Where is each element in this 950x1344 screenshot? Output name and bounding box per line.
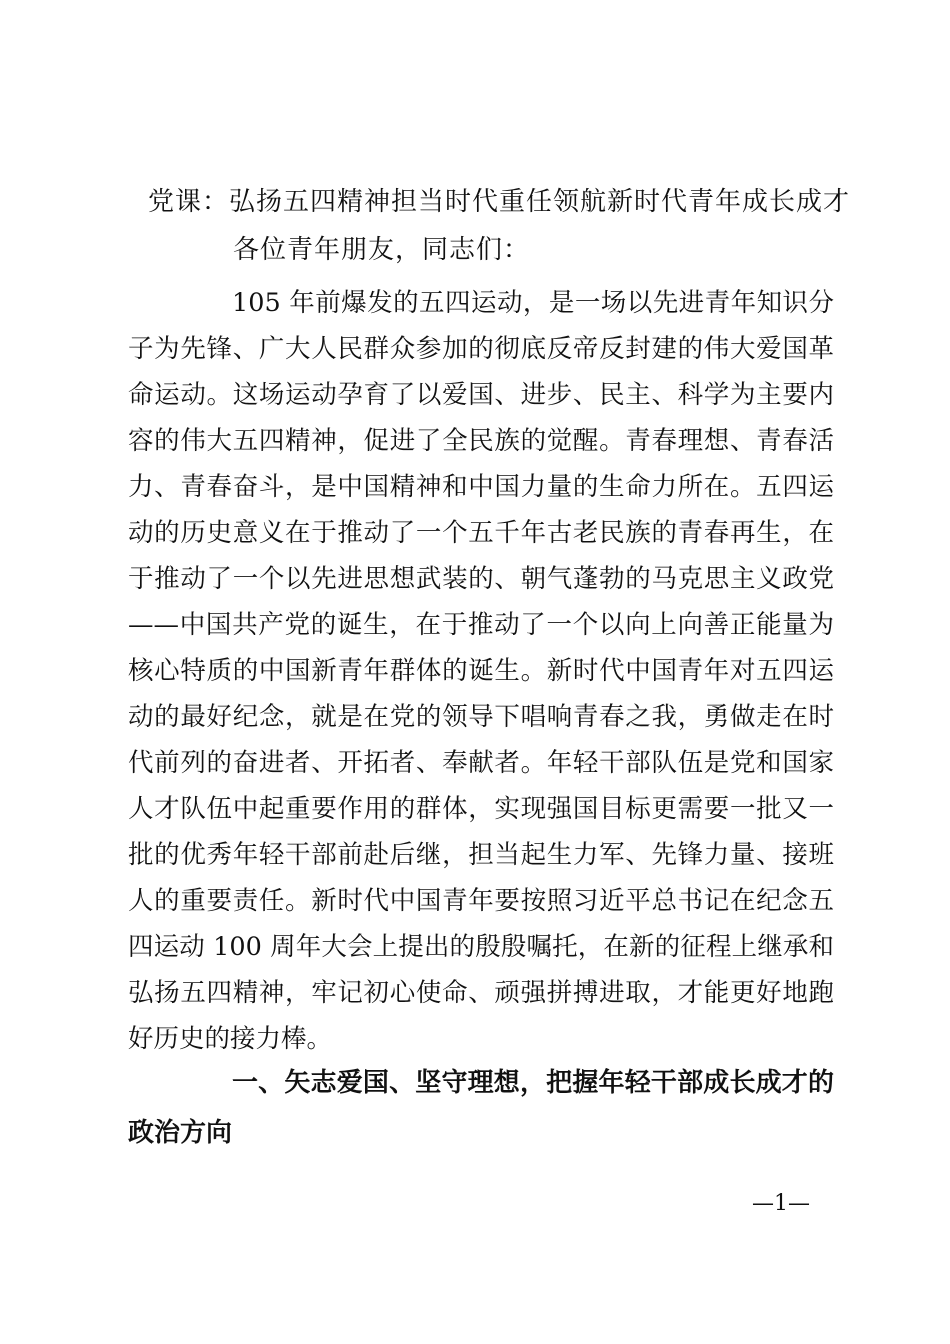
- section-heading-line: 一、矢志爱国、坚守理想，把握年轻干部成长成才的: [232, 1068, 834, 1098]
- paragraph-line: 弘扬五四精神，牢记初心使命、顽强拼搏进取，才能更好地跑: [128, 978, 834, 1008]
- paragraph-line: 核心特质的中国新青年群体的诞生。新时代中国青年对五四运: [128, 656, 834, 686]
- section-heading-line: 政治方向: [128, 1118, 233, 1148]
- paragraph-line: ——中国共产党的诞生，在于推动了一个以向上向善正能量为: [128, 610, 834, 640]
- paragraph-line: 容的伟大五四精神，促进了全民族的觉醒。青春理想、青春活: [128, 426, 834, 456]
- paragraph-line: 子为先锋、广大人民群众参加的彻底反帝反封建的伟大爱国革: [128, 334, 834, 364]
- paragraph-line: 命运动。这场运动孕育了以爱国、进步、民主、科学为主要内: [128, 380, 834, 410]
- paragraph-line: 于推动了一个以先进思想武装的、朝气蓬勃的马克思主义政党: [128, 564, 834, 594]
- paragraph-line: 四运动 100 周年大会上提出的殷殷嘱托，在新的征程上继承和: [128, 932, 834, 962]
- greeting: 各位青年朋友，同志们：: [233, 235, 531, 265]
- paragraph-line: 批的优秀年轻干部前赴后继，担当起生力军、先锋力量、接班: [128, 840, 834, 870]
- section-heading: [128, 1058, 834, 1158]
- document-title: 党课：弘扬五四精神担当时代重任领航新时代青年成长成才: [148, 187, 851, 217]
- paragraph-line: 动的最好纪念，就是在党的领导下唱响青春之我，勇做走在时: [128, 702, 834, 732]
- body-paragraph: [128, 280, 834, 1062]
- paragraph-line: 好历史的接力棒。: [128, 1024, 333, 1054]
- paragraph-line: 动的历史意义在于推动了一个五千年古老民族的青春再生，在: [128, 518, 834, 548]
- paragraph-line: 力、青春奋斗，是中国精神和中国力量的生命力所在。五四运: [128, 472, 834, 502]
- paragraph-line: 人才队伍中起重要作用的群体，实现强国目标更需要一批又一: [128, 794, 834, 824]
- paragraph-line: 105 年前爆发的五四运动，是一场以先进青年知识分: [232, 288, 834, 318]
- paragraph-line: 人的重要责任。新时代中国青年要按照习近平总书记在纪念五: [128, 886, 834, 916]
- page-number: —1—: [752, 1191, 810, 1216]
- paragraph-line: 代前列的奋进者、开拓者、奉献者。年轻干部队伍是党和国家: [128, 748, 834, 778]
